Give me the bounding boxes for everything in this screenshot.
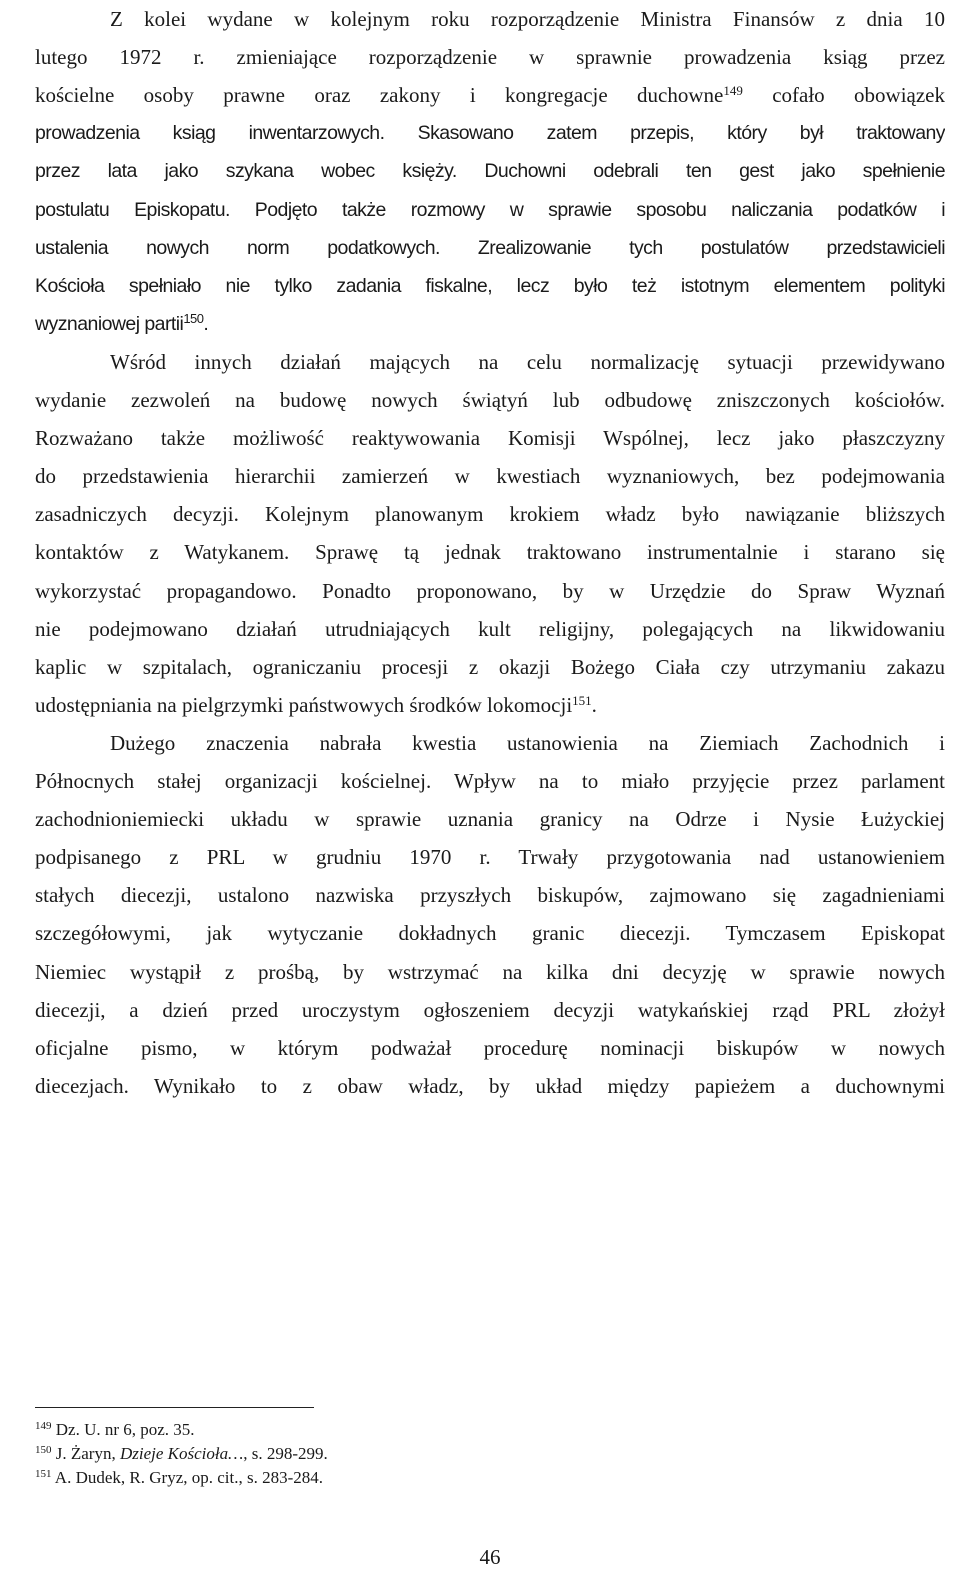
text-run: Kościoła spełniało nie tylko zadania fiskalne, lecz było też istotnym elementem polityki: [35, 274, 945, 297]
text-run: postulatu Episkopatu. Podjęto także rozmowy w sprawie sposobu naliczania podatków i: [35, 198, 945, 221]
page-number: 46: [479, 1545, 501, 1569]
footnote-reference: 149: [723, 83, 743, 99]
text-line: [35, 152, 945, 190]
text-line: [35, 267, 945, 305]
text-line: [110, 0, 945, 38]
text-line: [35, 648, 945, 686]
text-run: oficjalne pismo, w którym podważał procedurę nominacji biskupów w nowych: [35, 1035, 945, 1060]
text-run: zasadniczych decyzji. Kolejnym planowanym krokiem władz było nawiązanie bliższych: [35, 502, 945, 527]
text-line: [35, 419, 945, 457]
text-line: [35, 953, 945, 991]
text-run: lutego 1972 r. zmieniające rozporządzenie w sprawnie prowadzenia ksiąg przez: [35, 45, 945, 70]
text-run: diecezji, a dzień przed uroczystym ogłoszeniem decyzji watykańskiej rząd PRL złożył: [35, 997, 945, 1022]
text-run: wyznaniowej partii: [35, 312, 184, 335]
text-run: cofało obowiązek: [742, 83, 945, 108]
footnote-number: 151: [35, 1468, 52, 1480]
text-run: szczegółowymi, jak wytyczanie dokładnych granic diecezji. Tymczasem Episkopat: [35, 921, 945, 946]
footnote-text: Dz. U. nr 6, poz. 35.: [51, 1420, 195, 1439]
text-run: Wśród innych działań mających na celu normalizację sytuacji przewidywano: [110, 349, 945, 374]
text-line: [35, 762, 945, 800]
text-run: zachodnioniemiecki układu w sprawie uznania granicy na Odrze i Nysie Łużyckiej: [35, 807, 945, 832]
text-run: do przedstawienia hierarchii zamierzeń w kwestiach wyznaniowych, bez podejmowania: [35, 464, 945, 489]
text-run: kościelne osoby prawne oraz zakony i kongregacje duchowne: [35, 83, 724, 108]
text-line: [35, 686, 945, 724]
text-line: [35, 991, 945, 1029]
footnote-text: , s. 298-299.: [243, 1444, 328, 1463]
text-line: [35, 38, 945, 76]
text-line: [35, 1029, 945, 1067]
text-run: wydanie zezwoleń na budowę nowych świątyń lub odbudowę zniszczonych kościołów.: [35, 388, 945, 412]
text-line: [35, 229, 945, 267]
text-line: [35, 572, 945, 610]
text-line: [35, 114, 945, 152]
text-run: przez lata jako szykana wobec księży. Duchowni odebrali ten gest jako spełnienie: [35, 160, 945, 183]
text-line: [35, 838, 945, 876]
text-line: [35, 305, 945, 343]
footnote: [35, 1419, 195, 1441]
text-line: [35, 876, 945, 914]
text-run: ustalenia nowych norm podatkowych. Zrealizowanie tych postulatów przedstawicieli: [35, 236, 945, 259]
text-line: [35, 533, 945, 571]
text-line: [110, 343, 945, 381]
text-line: [35, 610, 945, 648]
text-line: [35, 495, 945, 533]
footnote-text: A. Dudek, R. Gryz, op. cit., s. 283-284.: [51, 1468, 324, 1487]
text-run: kaplic w szpitalach, ograniczaniu procesji z okazji Bożego Ciała czy utrzymaniu zakazu: [35, 654, 945, 679]
footnote-reference: 151: [572, 692, 592, 708]
text-run: Niemiec wystąpił z prośbą, by wstrzymać na kilka dni decyzję w sprawie nowych: [35, 959, 945, 984]
text-run: Z kolei wydane w kolejnym roku rozporządzenie Ministra Finansów z dnia 10: [110, 7, 945, 31]
footnote-number: 149: [35, 1420, 52, 1432]
footnote-reference: 150: [183, 310, 204, 326]
text-line: [35, 76, 945, 114]
text-run: wykorzystać propagandowo. Ponadto proponowano, by w Urzędzie do Spraw Wyznań: [35, 578, 945, 603]
footnote-text: J. Żaryn,: [51, 1444, 120, 1463]
text-run: .: [203, 312, 209, 335]
text-run: udostępniania na pielgrzymki państwowych środków lokomocji: [35, 692, 573, 717]
text-run: prowadzenia ksiąg inwentarzowych. Skasowano zatem przepis, który był traktowany: [35, 122, 945, 145]
text-run: kontaktów z Watykanem. Sprawę tą jednak traktowano instrumentalnie i starano się: [35, 540, 945, 565]
text-line: [35, 914, 945, 952]
text-run: Dużego znaczenia nabrała kwestia ustanowienia na Ziemiach Zachodnich i: [110, 730, 945, 755]
text-run: Północnych stałej organizacji kościelnej. Wpływ na to miało przyjęcie przez parlament: [35, 769, 945, 793]
text-run: .: [591, 692, 597, 717]
text-run: Rozważano także możliwość reaktywowania Komisji Wspólnej, lecz jako płaszczyzny: [35, 426, 945, 451]
footnote: [35, 1443, 328, 1465]
footnote-number: 150: [35, 1444, 52, 1456]
text-line: [35, 191, 945, 229]
text-line: [35, 800, 945, 838]
text-run: diecezjach. Wynikało to z obaw władz, by układ między papieżem a duchownymi: [35, 1073, 945, 1098]
text-run: nie podejmowano działań utrudniających kult religijny, polegających na likwidowaniu: [35, 616, 945, 641]
text-line: [35, 1067, 945, 1105]
text-line: [35, 381, 945, 419]
text-run: stałych diecezji, ustalono nazwiska przyszłych biskupów, zajmowano się zagadnieniami: [35, 883, 945, 908]
text-run: podpisanego z PRL w grudniu 1970 r. Trwały przygotowania nad ustanowieniem: [35, 845, 945, 870]
footnote-title: Dzieje Kościoła…: [119, 1444, 244, 1463]
footnote-separator: [35, 1407, 314, 1408]
text-line: [110, 724, 945, 762]
footnote: [35, 1467, 323, 1489]
text-line: [35, 457, 945, 495]
